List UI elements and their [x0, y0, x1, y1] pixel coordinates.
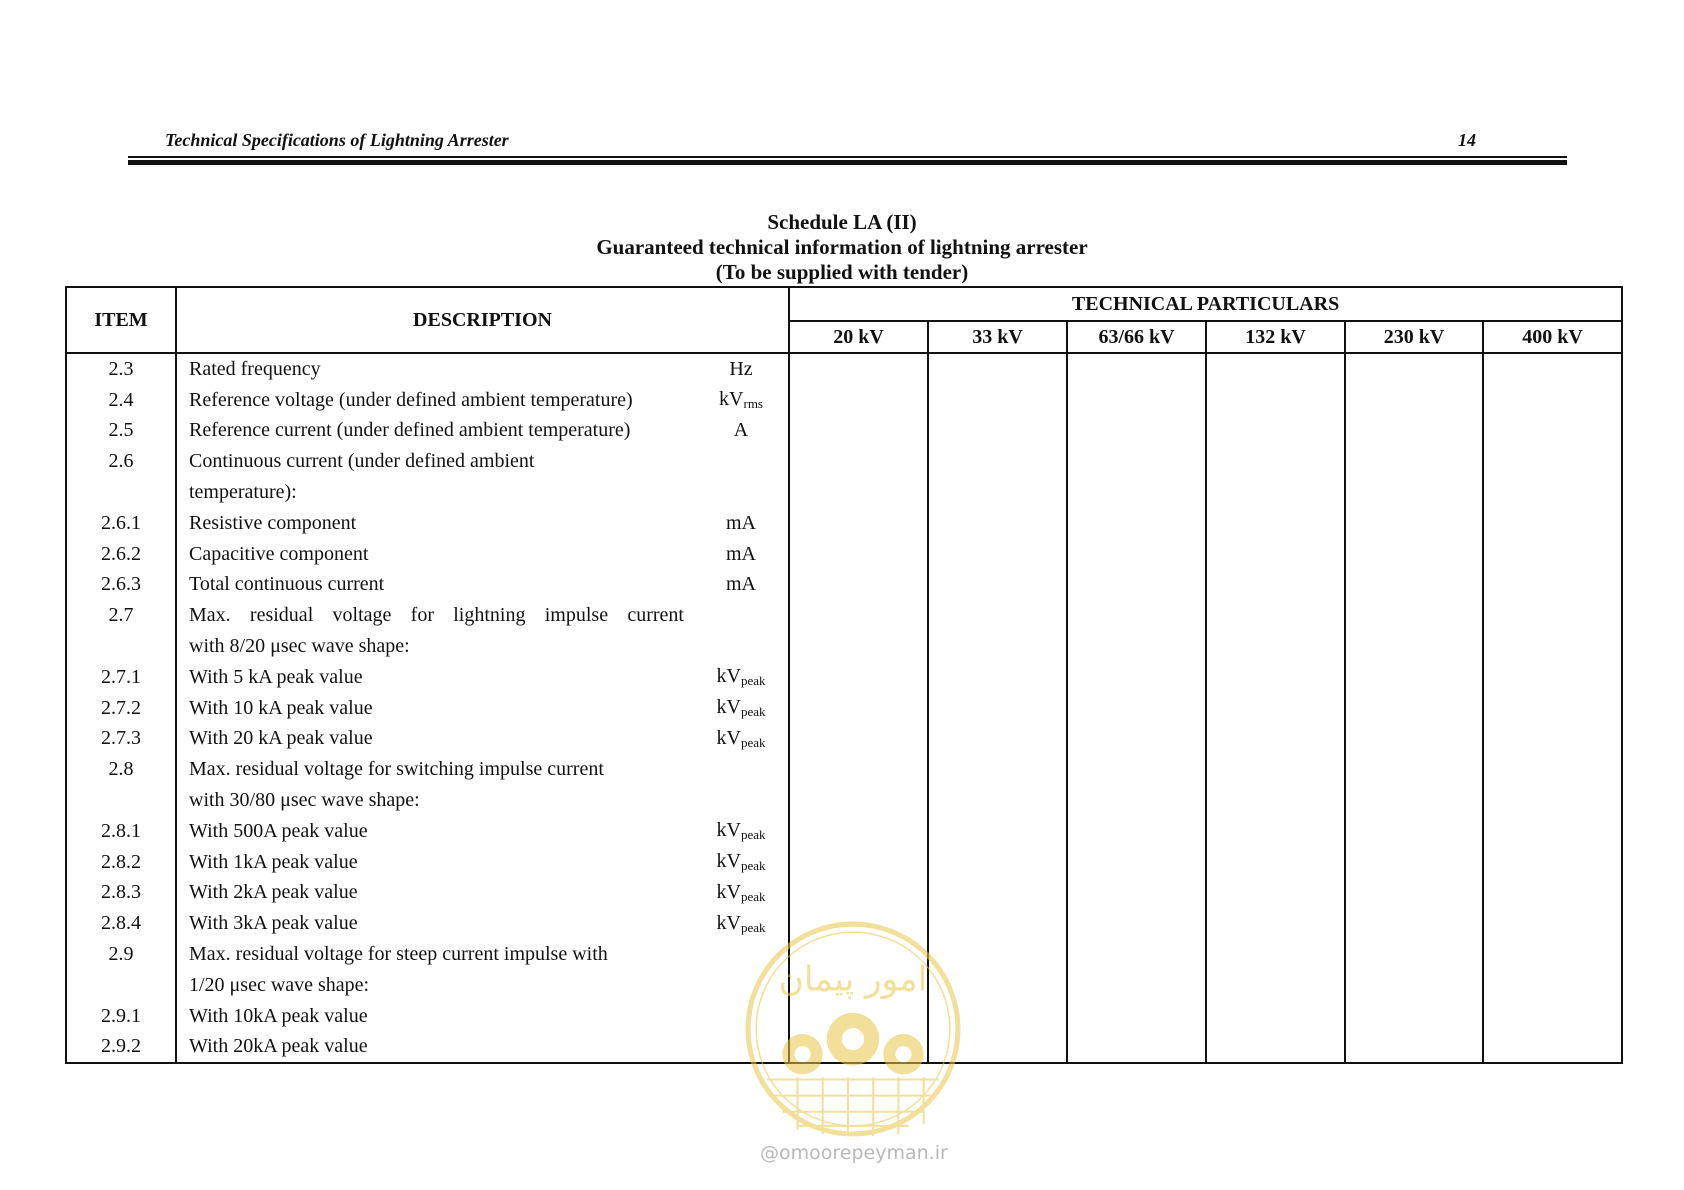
- value-cell[interactable]: [1067, 662, 1206, 693]
- unit-cell: [694, 446, 789, 477]
- value-cell[interactable]: [1206, 724, 1345, 755]
- value-cell[interactable]: [1206, 353, 1345, 385]
- unit-cell: [694, 724, 789, 755]
- table-row: [66, 662, 1622, 693]
- value-cell[interactable]: [1345, 816, 1483, 847]
- value-cell[interactable]: [1067, 416, 1206, 447]
- value-cell[interactable]: [1483, 477, 1622, 508]
- value-cell[interactable]: [1483, 416, 1622, 447]
- unit-label: kV: [716, 696, 741, 719]
- value-cell[interactable]: [1345, 939, 1483, 970]
- value-cell[interactable]: [789, 570, 928, 601]
- item-description: With 20kA peak value: [176, 1032, 694, 1064]
- unit-cell: [694, 477, 789, 508]
- header-rule-thin: [128, 156, 1567, 158]
- value-cell[interactable]: [789, 631, 928, 662]
- value-cell[interactable]: [1067, 785, 1206, 816]
- item-number: 2.6.3: [66, 570, 176, 601]
- unit-cell: [694, 508, 789, 539]
- item-description: Reference current (under defined ambient temperature): [189, 419, 631, 442]
- value-cell[interactable]: [928, 600, 1067, 631]
- unit-label: mA: [726, 511, 756, 534]
- value-cell[interactable]: [1483, 693, 1622, 724]
- value-cell[interactable]: [1345, 570, 1483, 601]
- value-cell[interactable]: [1206, 908, 1345, 939]
- value-cell[interactable]: [1067, 1001, 1206, 1032]
- value-cell[interactable]: [1483, 908, 1622, 939]
- header-rule-thick: [128, 160, 1567, 165]
- value-cell[interactable]: [928, 878, 1067, 909]
- value-cell[interactable]: [928, 754, 1067, 785]
- value-cell[interactable]: [1345, 539, 1483, 570]
- value-cell[interactable]: [928, 446, 1067, 477]
- unit-cell: [694, 785, 789, 816]
- value-cell[interactable]: [789, 539, 928, 570]
- value-cell[interactable]: [1067, 385, 1206, 416]
- table-row: [66, 416, 1622, 447]
- value-cell[interactable]: [1483, 816, 1622, 847]
- item-description: With 2kA peak value: [189, 881, 358, 904]
- value-cell[interactable]: [1345, 724, 1483, 755]
- page-number: 14: [1458, 130, 1476, 150]
- value-cell[interactable]: [789, 446, 928, 477]
- unit-label: kV: [716, 819, 741, 842]
- value-cell[interactable]: [1067, 939, 1206, 970]
- item-description: Max. residual voltage for lightning impulse current: [189, 604, 684, 627]
- col-header-technical-particulars: TECHNICAL PARTICULARS: [789, 287, 1622, 321]
- value-cell[interactable]: [1067, 816, 1206, 847]
- unit-cell: [694, 570, 789, 601]
- value-cell[interactable]: [1345, 353, 1483, 385]
- value-cell[interactable]: [789, 600, 928, 631]
- unit-label: kV: [716, 911, 741, 934]
- unit-subscript: peak: [740, 827, 766, 843]
- col-header-item: ITEM: [66, 287, 176, 353]
- value-cell[interactable]: [1206, 878, 1345, 909]
- value-cell[interactable]: [1345, 908, 1483, 939]
- value-cell[interactable]: [928, 785, 1067, 816]
- table-row: [66, 693, 1622, 724]
- schedule-title: Schedule LA (II): [767, 210, 917, 234]
- value-cell[interactable]: [1206, 570, 1345, 601]
- value-cell[interactable]: [789, 508, 928, 539]
- unit-subscript: peak: [740, 858, 766, 874]
- value-cell[interactable]: [928, 816, 1067, 847]
- value-cell[interactable]: [1067, 970, 1206, 1001]
- unit-cell: [694, 816, 789, 847]
- value-cell[interactable]: [1345, 1032, 1483, 1064]
- description-cell: [176, 600, 694, 631]
- item-description: Rated frequency: [189, 357, 321, 380]
- item-description: Reference voltage (under defined ambient temperature): [189, 388, 633, 411]
- value-cell[interactable]: [789, 693, 928, 724]
- col-header-rating: 20 kV: [789, 321, 928, 353]
- unit-subscript: rms: [743, 396, 763, 412]
- unit-cell: [694, 539, 789, 570]
- value-cell[interactable]: [1483, 785, 1622, 816]
- value-cell[interactable]: [1067, 908, 1206, 939]
- value-cell[interactable]: [928, 631, 1067, 662]
- table-row: [66, 353, 1622, 385]
- value-cell[interactable]: [1483, 508, 1622, 539]
- value-cell[interactable]: [928, 477, 1067, 508]
- item-description: With 20 kA peak value: [189, 727, 373, 750]
- item-description: With 500A peak value: [189, 819, 368, 842]
- value-cell[interactable]: [1067, 446, 1206, 477]
- unit-cell: [694, 416, 789, 447]
- value-cell[interactable]: [1206, 385, 1345, 416]
- item-description: with 30/80 μsec wave shape:: [189, 789, 420, 812]
- unit-cell: [694, 600, 789, 631]
- value-cell[interactable]: [1483, 847, 1622, 878]
- value-cell[interactable]: [789, 785, 928, 816]
- value-cell[interactable]: [1067, 847, 1206, 878]
- value-cell[interactable]: [1345, 477, 1483, 508]
- col-header-rating: 400 kV: [1483, 321, 1622, 353]
- value-cell[interactable]: [1345, 970, 1483, 1001]
- value-cell[interactable]: [928, 416, 1067, 447]
- value-cell[interactable]: [1206, 477, 1345, 508]
- value-cell[interactable]: [1067, 878, 1206, 909]
- item-number: [66, 631, 176, 662]
- item-description: Total continuous current: [189, 573, 385, 596]
- unit-label: kV: [716, 880, 741, 903]
- value-cell[interactable]: [1483, 754, 1622, 785]
- value-cell[interactable]: [1206, 754, 1345, 785]
- col-header-rating: 63/66 kV: [1067, 321, 1206, 353]
- table-row: [66, 446, 1622, 477]
- value-cell[interactable]: [1206, 662, 1345, 693]
- table-row: [66, 785, 1622, 816]
- unit-label: kV: [716, 726, 741, 749]
- seal-text: امور پیمان: [778, 959, 928, 1000]
- value-cell[interactable]: [1483, 539, 1622, 570]
- value-cell[interactable]: [1483, 570, 1622, 601]
- value-cell[interactable]: [928, 847, 1067, 878]
- value-cell[interactable]: [1345, 1001, 1483, 1032]
- value-cell[interactable]: [1345, 446, 1483, 477]
- item-number: 2.6.2: [66, 539, 176, 570]
- value-cell[interactable]: [1206, 939, 1345, 970]
- unit-subscript: peak: [740, 919, 766, 935]
- item-number: 2.7.1: [66, 662, 176, 693]
- value-cell[interactable]: [1206, 446, 1345, 477]
- value-cell[interactable]: [1067, 631, 1206, 662]
- table-row: [66, 570, 1622, 601]
- value-cell[interactable]: [1206, 816, 1345, 847]
- value-cell[interactable]: [1206, 416, 1345, 447]
- table-row: [66, 477, 1622, 508]
- value-cell[interactable]: [1345, 416, 1483, 447]
- value-cell[interactable]: [1483, 600, 1622, 631]
- table-row: [66, 724, 1622, 755]
- item-number: 2.8.2: [66, 847, 176, 878]
- value-cell[interactable]: [1067, 508, 1206, 539]
- item-description: With 10 kA peak value: [189, 696, 373, 719]
- value-cell[interactable]: [1483, 1001, 1622, 1032]
- unit-subscript: peak: [740, 673, 766, 689]
- value-cell[interactable]: [789, 816, 928, 847]
- value-cell[interactable]: [1345, 693, 1483, 724]
- value-cell[interactable]: [1067, 600, 1206, 631]
- value-cell[interactable]: [1206, 600, 1345, 631]
- value-cell[interactable]: [1345, 878, 1483, 909]
- watermark-url: @omoorepeyman.ir: [760, 1142, 948, 1164]
- item-number: 2.7: [66, 600, 176, 631]
- value-cell[interactable]: [789, 385, 928, 416]
- table-row: [66, 754, 1622, 785]
- value-cell[interactable]: [1206, 1032, 1345, 1064]
- value-cell[interactable]: [1206, 539, 1345, 570]
- item-number: 2.9.1: [66, 1001, 176, 1032]
- item-description: with 8/20 μsec wave shape:: [189, 635, 410, 658]
- item-number: 2.3: [66, 353, 176, 385]
- item-number: 2.6.1: [66, 508, 176, 539]
- value-cell[interactable]: [1206, 785, 1345, 816]
- value-cell[interactable]: [1067, 539, 1206, 570]
- unit-cell: [694, 385, 789, 416]
- value-cell[interactable]: [1483, 631, 1622, 662]
- item-number: [66, 970, 176, 1001]
- value-cell[interactable]: [928, 662, 1067, 693]
- value-cell[interactable]: [1345, 847, 1483, 878]
- table-row: [66, 385, 1622, 416]
- unit-cell: [694, 847, 789, 878]
- col-header-rating: 132 kV: [1206, 321, 1345, 353]
- unit-label: A: [733, 419, 749, 442]
- unit-label: Hz: [729, 357, 753, 380]
- value-cell[interactable]: [1483, 662, 1622, 693]
- item-description: temperature):: [189, 481, 297, 504]
- item-description: Max. residual voltage for steep current impulse with: [189, 943, 608, 966]
- item-description: Resistive component: [189, 511, 357, 534]
- unit-cell: [694, 631, 789, 662]
- table-row: [66, 508, 1622, 539]
- value-cell[interactable]: [1345, 508, 1483, 539]
- value-cell[interactable]: [928, 570, 1067, 601]
- value-cell[interactable]: [1067, 724, 1206, 755]
- value-cell[interactable]: [1483, 878, 1622, 909]
- value-cell[interactable]: [928, 385, 1067, 416]
- value-cell[interactable]: [789, 878, 928, 909]
- col-header-rating: 230 kV: [1345, 321, 1483, 353]
- value-cell[interactable]: [1206, 970, 1345, 1001]
- value-cell[interactable]: [928, 724, 1067, 755]
- item-number: 2.7.2: [66, 693, 176, 724]
- value-cell[interactable]: [1483, 446, 1622, 477]
- value-cell[interactable]: [1345, 662, 1483, 693]
- value-cell[interactable]: [1483, 385, 1622, 416]
- col-header-rating: 33 kV: [928, 321, 1067, 353]
- table-row: [66, 816, 1622, 847]
- schedule-subtitle: Guaranteed technical information of lightning arrester: [596, 235, 1088, 259]
- value-cell[interactable]: [1067, 477, 1206, 508]
- item-number: [66, 477, 176, 508]
- value-cell[interactable]: [1483, 970, 1622, 1001]
- item-description: With 10kA peak value: [189, 1004, 368, 1027]
- item-description: Capacitive component: [189, 542, 369, 565]
- value-cell[interactable]: [928, 693, 1067, 724]
- value-cell[interactable]: [789, 754, 928, 785]
- item-number: 2.8.1: [66, 816, 176, 847]
- value-cell[interactable]: [1067, 1032, 1206, 1064]
- item-description: Max. residual voltage for switching impulse current: [189, 758, 604, 781]
- unit-cell: [694, 754, 789, 785]
- unit-label: mA: [726, 542, 756, 565]
- unit-subscript: peak: [740, 704, 766, 720]
- unit-label: mA: [726, 573, 756, 596]
- value-cell[interactable]: [789, 724, 928, 755]
- value-cell[interactable]: [1206, 847, 1345, 878]
- value-cell[interactable]: [789, 847, 928, 878]
- table-row: [66, 600, 1622, 631]
- item-description: Continuous current (under defined ambient: [189, 450, 535, 473]
- unit-label: kV: [716, 850, 741, 873]
- item-description: With 3kA peak value: [189, 912, 358, 935]
- value-cell[interactable]: [789, 416, 928, 447]
- unit-cell: [694, 353, 789, 385]
- value-cell[interactable]: [1483, 939, 1622, 970]
- unit-subscript: peak: [740, 734, 766, 750]
- value-cell[interactable]: [1345, 385, 1483, 416]
- item-number: 2.9: [66, 939, 176, 970]
- value-cell[interactable]: [789, 662, 928, 693]
- value-cell[interactable]: [1483, 353, 1622, 385]
- item-number: 2.8.3: [66, 878, 176, 909]
- col-header-description: DESCRIPTION: [176, 287, 789, 353]
- unit-cell: [694, 693, 789, 724]
- unit-cell: [694, 662, 789, 693]
- unit-label: kV: [716, 665, 741, 688]
- seal-watermark-icon: [742, 918, 964, 1140]
- value-cell[interactable]: [928, 539, 1067, 570]
- value-cell[interactable]: [1206, 1001, 1345, 1032]
- value-cell[interactable]: [789, 477, 928, 508]
- value-cell[interactable]: [1345, 631, 1483, 662]
- item-description: 1/20 μsec wave shape:: [189, 973, 370, 996]
- unit-subscript: peak: [740, 888, 766, 904]
- value-cell[interactable]: [1067, 570, 1206, 601]
- value-cell[interactable]: [928, 353, 1067, 385]
- item-number: 2.9.2: [66, 1032, 176, 1064]
- item-number: 2.5: [66, 416, 176, 447]
- table-row: [66, 631, 1622, 662]
- item-description: With 1kA peak value: [189, 850, 358, 873]
- value-cell[interactable]: [1206, 693, 1345, 724]
- item-number: 2.6: [66, 446, 176, 477]
- value-cell[interactable]: [1483, 1032, 1622, 1064]
- value-cell[interactable]: [1345, 754, 1483, 785]
- value-cell[interactable]: [928, 508, 1067, 539]
- unit-cell: [694, 878, 789, 909]
- item-number: 2.7.3: [66, 724, 176, 755]
- value-cell[interactable]: [1345, 785, 1483, 816]
- value-cell[interactable]: [1067, 693, 1206, 724]
- table-row: [66, 878, 1622, 909]
- item-description: With 5 kA peak value: [189, 665, 363, 688]
- table-row: [66, 539, 1622, 570]
- value-cell[interactable]: [1483, 724, 1622, 755]
- item-number: [66, 785, 176, 816]
- value-cell[interactable]: [1067, 353, 1206, 385]
- item-number: 2.4: [66, 385, 176, 416]
- schedule-note: (To be supplied with tender): [715, 260, 969, 284]
- value-cell[interactable]: [1206, 631, 1345, 662]
- item-number: 2.8.4: [66, 908, 176, 939]
- value-cell[interactable]: [1067, 754, 1206, 785]
- value-cell[interactable]: [789, 353, 928, 385]
- value-cell[interactable]: [1345, 600, 1483, 631]
- value-cell[interactable]: [1206, 508, 1345, 539]
- unit-label: kV: [719, 388, 744, 411]
- document-header-title: Technical Specifications of Lightning Arrester: [165, 130, 509, 150]
- item-number: 2.8: [66, 754, 176, 785]
- table-row: [66, 847, 1622, 878]
